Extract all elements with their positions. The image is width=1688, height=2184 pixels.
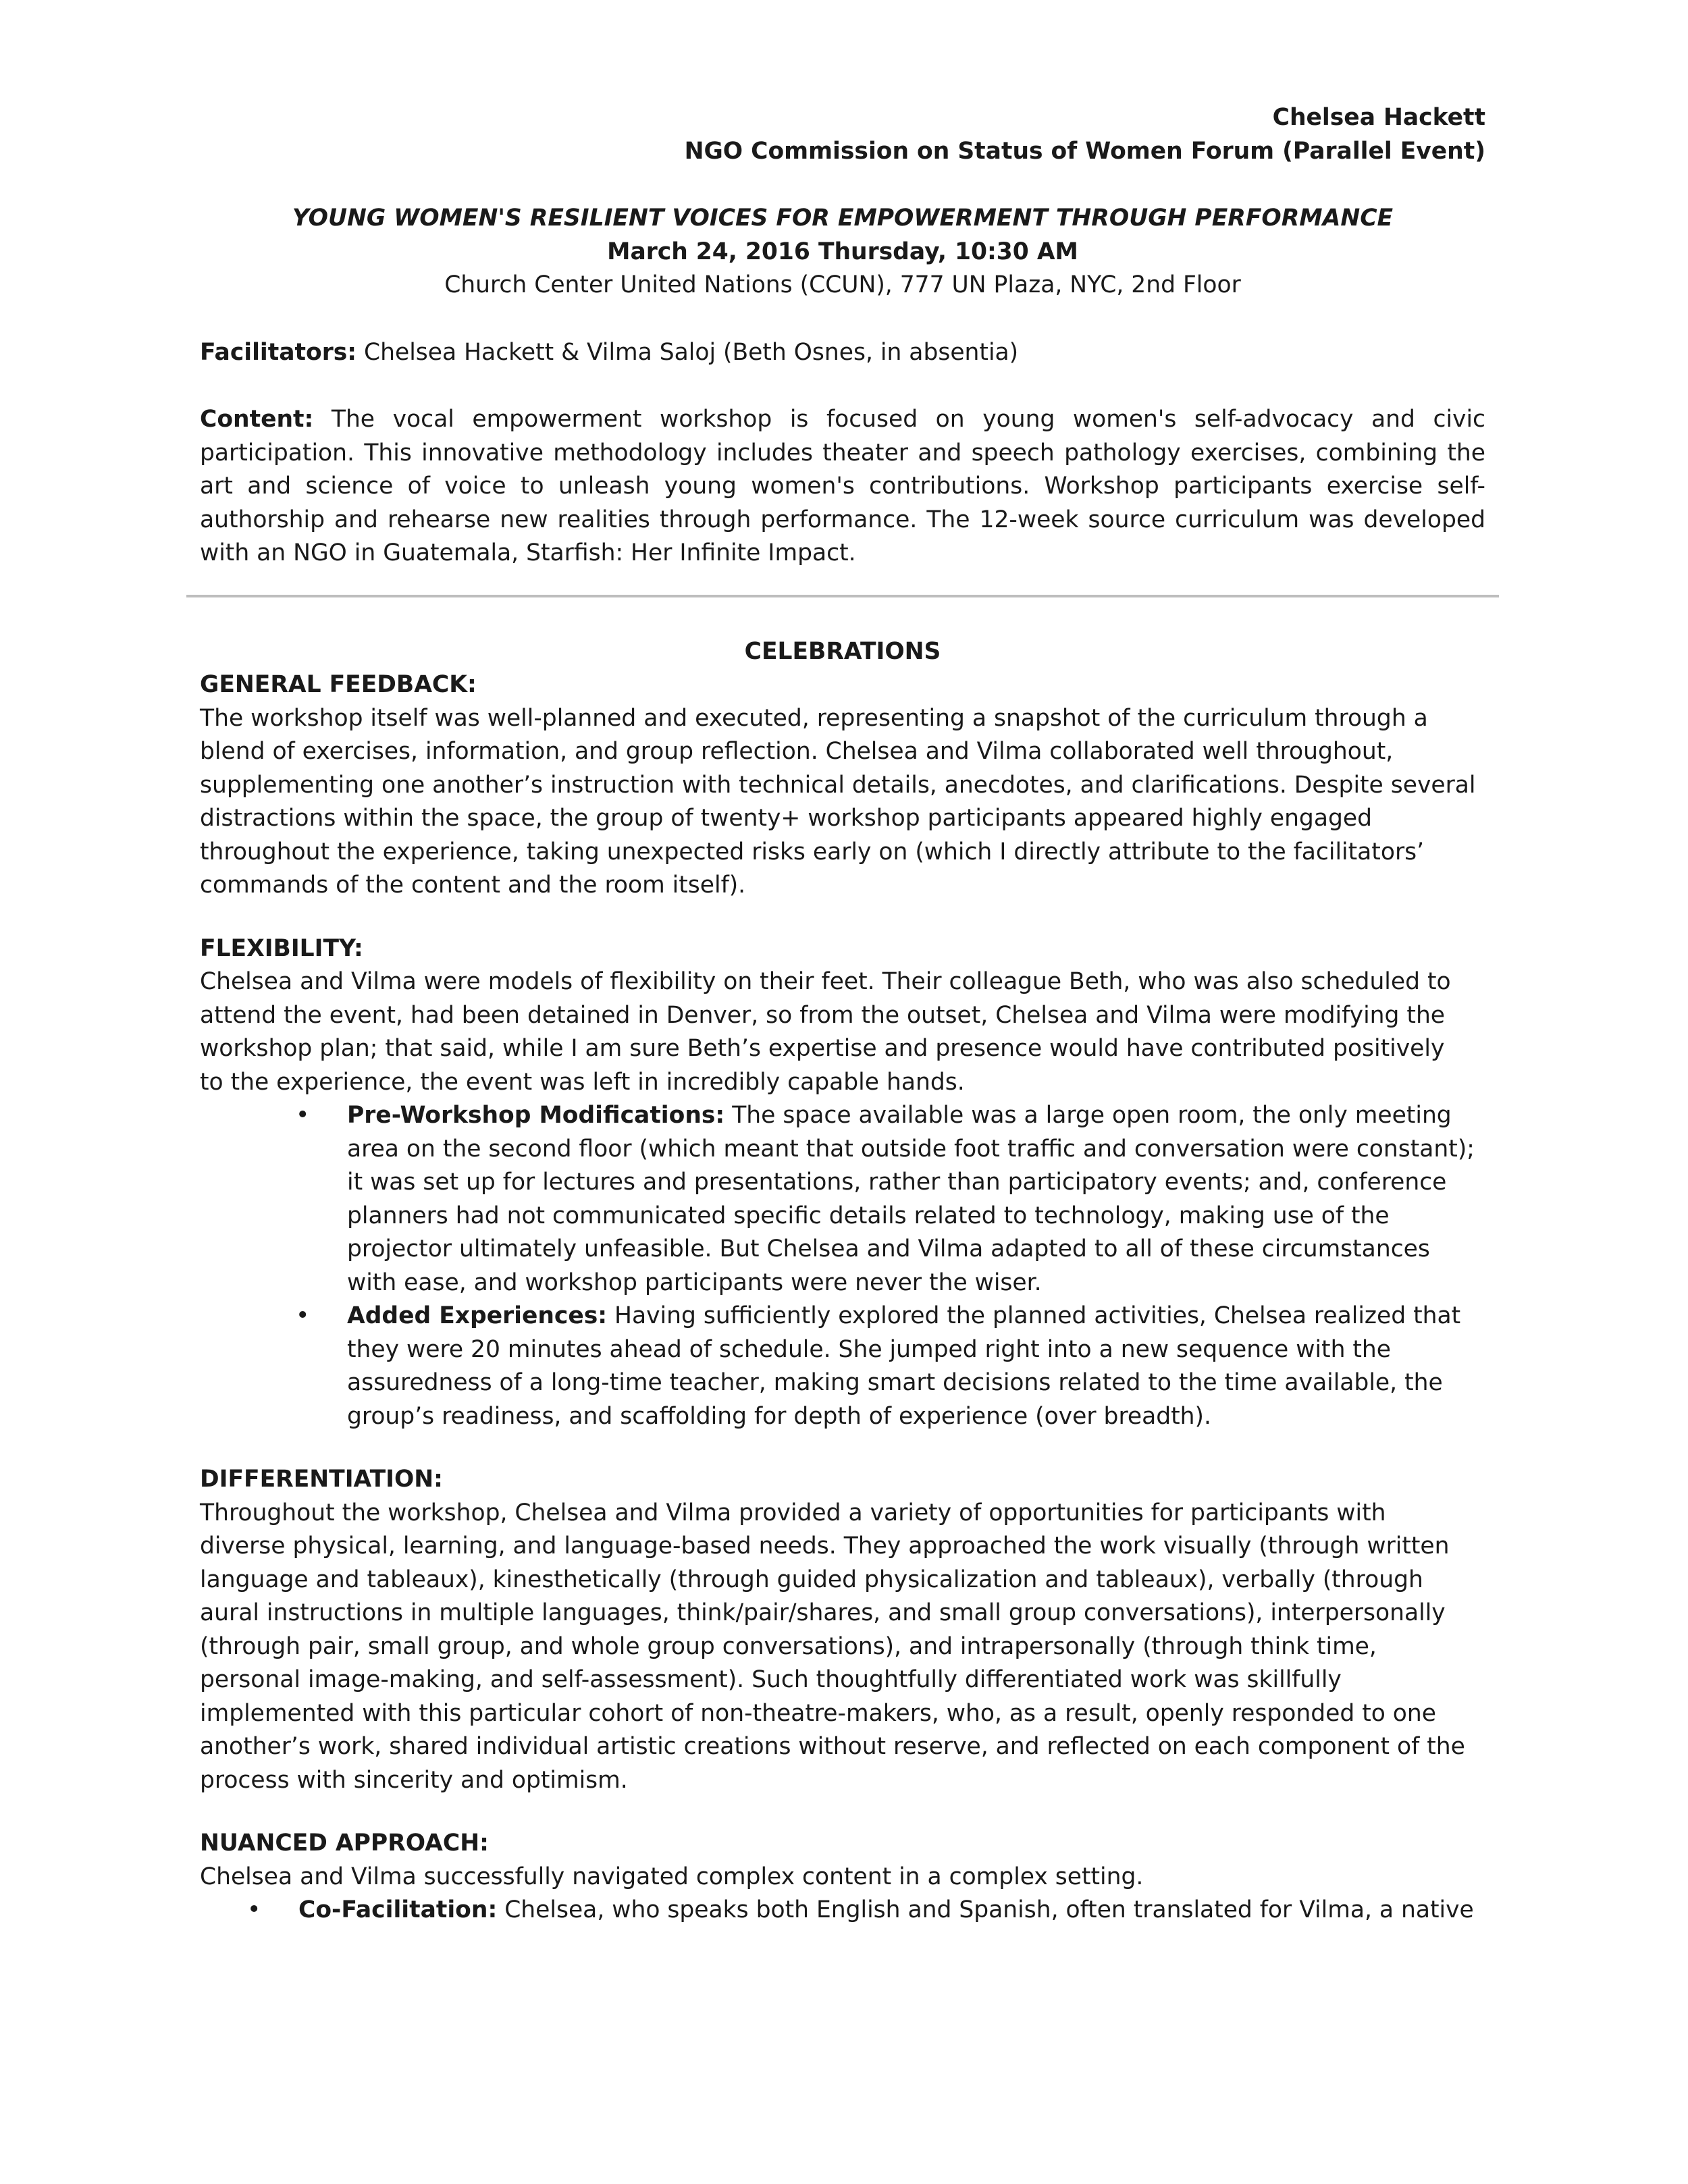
text-line: assuredness of a long-time teacher, making smart decisions related to the time available, the: [347, 1369, 1443, 1396]
flexibility-text: [200, 965, 1485, 1099]
content-text: The vocal empowerment workshop is focused on young women's self-advocacy and civic participation. This innovative methodology includes theater and speech pathology exercises, combining the art and science of voice to unleash young women's contributions. Workshop participants exercise self-authorship and rehearse new realities through performance. The 12-week source curriculum was developed with an NGO in Guatemala, Starfish: Her Infinite Impact.: [200, 406, 1485, 566]
bullet-icon: •: [296, 1102, 310, 1129]
nuanced-bullets: [200, 1894, 1485, 1927]
bullet-first-line: [298, 1894, 1485, 1927]
bullet-first-line: [347, 1099, 1485, 1133]
text-line: group’s readiness, and scaffolding for depth of experience (over breadth).: [347, 1402, 1211, 1430]
bullet-icon: •: [296, 1302, 310, 1329]
text-line: attend the event, had been detained in Denver, so from the outset, Chelsea and Vilma were modifying the: [200, 1001, 1446, 1029]
bullet-text: The space available was a large open room, the only meeting: [724, 1102, 1452, 1129]
workshop-date: March 24, 2016 Thursday, 10:30 AM: [607, 238, 1078, 265]
workshop-location: Church Center United Nations (CCUN), 777 UN Plaza, NYC, 2nd Floor: [444, 271, 1241, 298]
list-item: [200, 1099, 1485, 1300]
text-line: it was set up for lectures and presentations, rather than participatory events; and, conference: [347, 1169, 1447, 1196]
text-line: they were 20 minutes ahead of schedule. She jumped right into a new sequence with the: [347, 1335, 1392, 1363]
text-line: blend of exercises, information, and group reflection. Chelsea and Vilma collaborated well throughout,: [200, 738, 1394, 765]
general-feedback-heading: GENERAL FEEDBACK:: [200, 671, 477, 698]
text-line: throughout the experience, taking unexpected risks early on (which I directly attribute to the facilitators’: [200, 838, 1425, 865]
differentiation-text: [200, 1497, 1485, 1798]
content-paragraph: [200, 403, 1485, 570]
text-line: another’s work, shared individual artistic creations without reserve, and reflected on each component of the: [200, 1733, 1465, 1760]
nuanced-approach-text: [200, 1861, 1485, 1894]
text-line: diverse physical, learning, and language-based needs. They approached the work visually (through written: [200, 1533, 1450, 1560]
bullet-first-line: [347, 1300, 1485, 1333]
text-line: (through pair, small group, and whole group conversations), and intrapersonally (through think time,: [200, 1632, 1377, 1660]
author-name: Chelsea Hackett: [1272, 104, 1485, 131]
list-item: [200, 1300, 1485, 1433]
text-line: personal image-making, and self-assessment). Such thoughtfully differentiated work was skillfully: [200, 1666, 1342, 1693]
text-line: aural instructions in multiple languages, think/pair/shares, and small group conversations), interpersonally: [200, 1599, 1446, 1626]
text-line: planners had not communicated specific details related to technology, making use of the: [347, 1202, 1390, 1229]
bullet-text: Having sufficiently explored the planned activities, Chelsea realized that: [607, 1302, 1461, 1329]
text-line: to the experience, the event was left in incredibly capable hands.: [200, 1068, 965, 1096]
bullet-label: Added Experiences:: [347, 1302, 608, 1329]
flexibility-bullets: [200, 1099, 1485, 1433]
facilitators-label: Facilitators:: [200, 338, 357, 366]
text-line: process with sincerity and optimism.: [200, 1766, 628, 1794]
text-line: Chelsea and Vilma were models of flexibility on their feet. Their colleague Beth, who was also scheduled to: [200, 968, 1451, 995]
event-name: NGO Commission on Status of Women Forum (Parallel Event): [684, 137, 1485, 165]
facilitators-text: Chelsea Hackett & Vilma Saloj (Beth Osnes, in absentia): [357, 338, 1019, 366]
differentiation-heading: DIFFERENTIATION:: [200, 1466, 443, 1493]
bullet-icon: •: [247, 1896, 261, 1923]
text-line: distractions within the space, the group of twenty+ workshop participants appeared highly engaged: [200, 805, 1373, 832]
text-line: workshop plan; that said, while I am sure Beth’s expertise and presence would have contributed positively: [200, 1035, 1445, 1062]
text-line: Chelsea and Vilma successfully navigated complex content in a complex setting.: [200, 1863, 1144, 1890]
facilitators-line: [200, 336, 1485, 370]
celebrations-title: CELEBRATIONS: [744, 637, 941, 665]
general-feedback-text: [200, 702, 1485, 903]
nuanced-approach-heading: NUANCED APPROACH:: [200, 1830, 489, 1857]
text-line: The workshop itself was well-planned and executed, representing a snapshot of the curriculum through a: [200, 704, 1428, 732]
text-line: area on the second floor (which meant that outside foot traffic and conversation were constant);: [347, 1135, 1475, 1163]
list-item: [200, 1894, 1485, 1927]
text-line: commands of the content and the room itself).: [200, 872, 746, 899]
text-line: projector ultimately unfeasible. But Chelsea and Vilma adapted to all of these circumstances: [347, 1235, 1430, 1262]
flexibility-heading: FLEXIBILITY:: [200, 934, 363, 962]
bullet-label: Co-Facilitation:: [298, 1896, 498, 1923]
text-line: Throughout the workshop, Chelsea and Vilma provided a variety of opportunities for participants with: [200, 1499, 1386, 1526]
content-label: Content:: [200, 406, 314, 433]
bullet-text: Chelsea, who speaks both English and Spanish, often translated for Vilma, a native: [497, 1896, 1474, 1923]
section-divider: [186, 595, 1499, 597]
text-line: with ease, and workshop participants were never the wiser.: [347, 1269, 1042, 1296]
text-line: supplementing one another’s instruction with technical details, anecdotes, and clarifications. Despite several: [200, 771, 1476, 799]
text-line: language and tableaux), kinesthetically (through guided physicalization and tableaux), verbally (through: [200, 1566, 1423, 1593]
workshop-title: YOUNG WOMEN'S RESILIENT VOICES FOR EMPOWERMENT THROUGH PERFORMANCE: [292, 205, 1394, 232]
bullet-label: Pre-Workshop Modifications:: [347, 1102, 725, 1129]
text-line: implemented with this particular cohort of non-theatre-makers, who, as a result, openly responded to one: [200, 1699, 1436, 1727]
